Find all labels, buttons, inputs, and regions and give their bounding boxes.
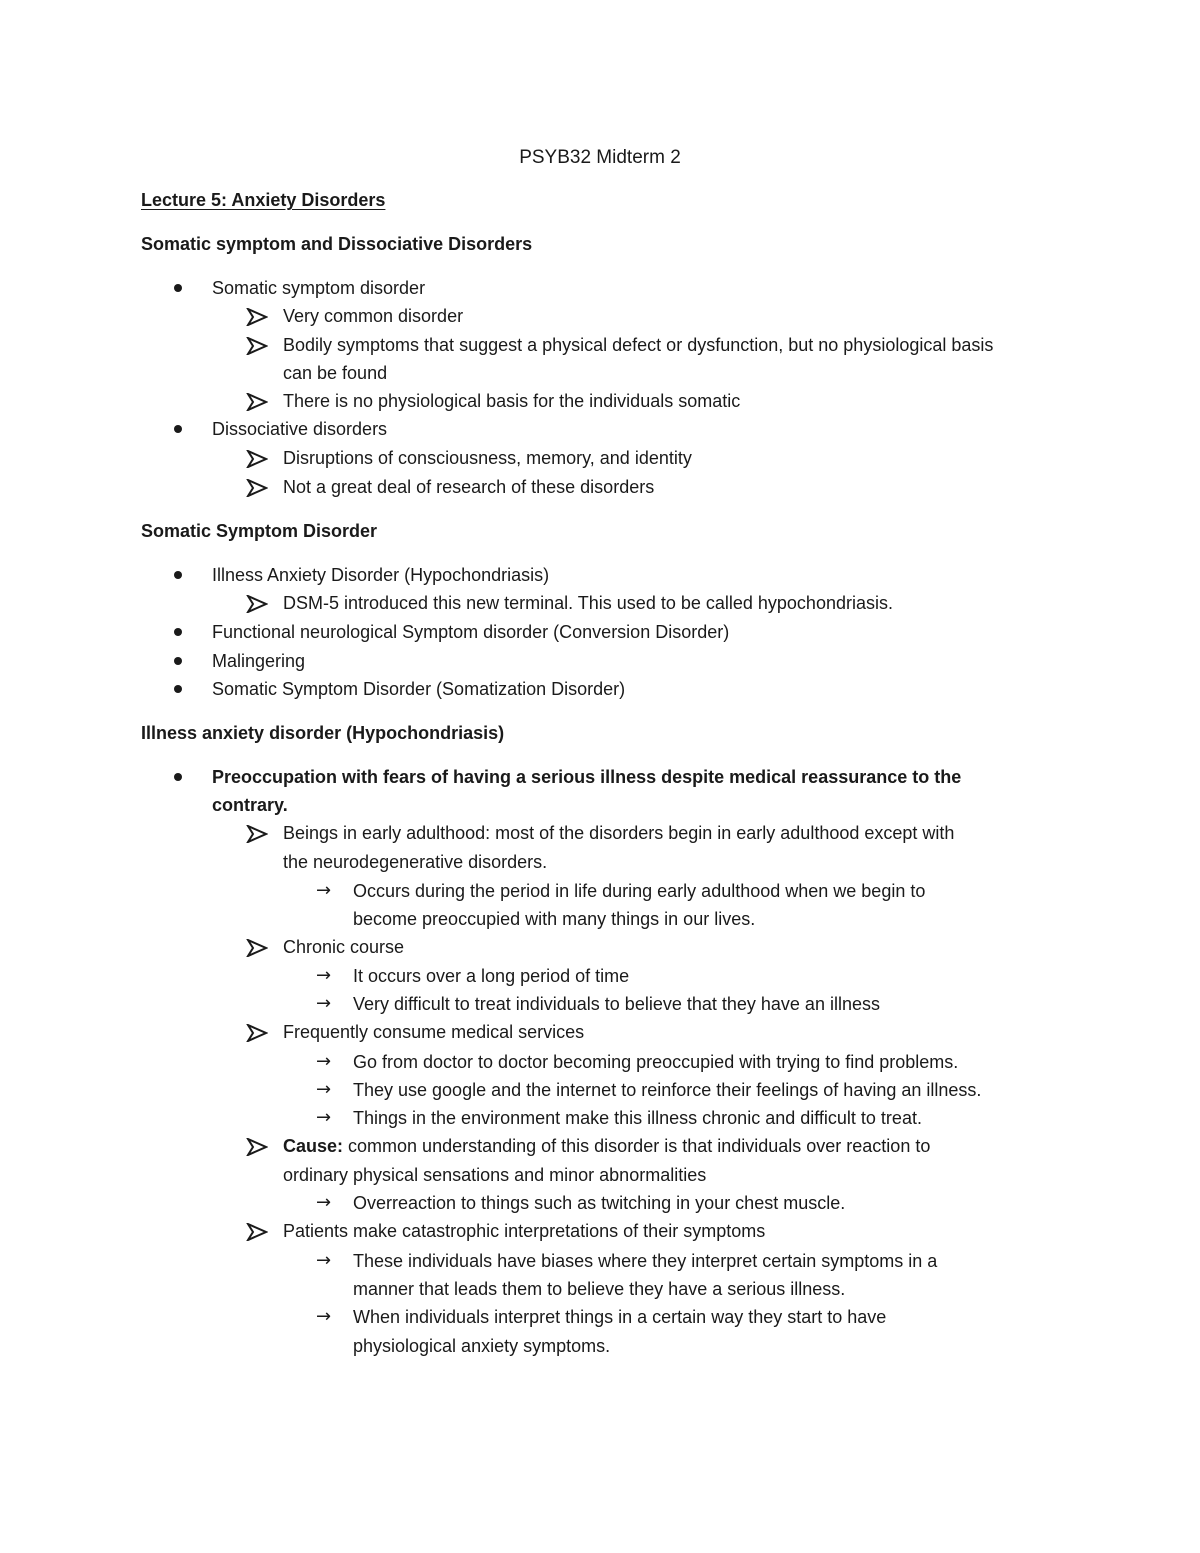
right-arrow-icon: →	[316, 1051, 332, 1072]
arrowhead-bullet-icon	[246, 1024, 268, 1042]
arrowhead-bullet-icon	[246, 1223, 268, 1241]
arrowhead-bullet-icon	[246, 1138, 268, 1156]
list-item: It occurs over a long period of time	[353, 966, 630, 986]
list-item	[283, 1132, 930, 1160]
bullet-icon	[174, 628, 182, 636]
list-item: Beings in early adulthood: most of the disorders begin in early adulthood except with	[283, 823, 955, 843]
right-arrow-icon: →	[316, 1192, 332, 1213]
list-item: Somatic symptom disorder	[212, 278, 426, 298]
arrowhead-bullet-icon	[246, 337, 268, 355]
list-item: Things in the environment make this illness chronic and difficult to treat.	[353, 1108, 922, 1128]
list-item: Functional neurological Symptom disorder (Conversion Disorder)	[212, 622, 730, 642]
section-heading-illness-anxiety: Illness anxiety disorder (Hypochondriasis)	[141, 723, 505, 743]
list-item-continuation: physiological anxiety symptoms.	[353, 1336, 611, 1356]
arrowhead-bullet-icon	[246, 825, 268, 843]
list-item: Very difficult to treat individuals to believe that they have an illness	[353, 994, 880, 1014]
right-arrow-icon: →	[316, 965, 332, 986]
list-item: Chronic course	[283, 937, 405, 957]
list-item-continuation: become preoccupied with many things in our lives.	[353, 909, 756, 929]
arrowhead-bullet-icon	[246, 308, 268, 326]
list-item: Go from doctor to doctor becoming preoccupied with trying to find problems.	[353, 1052, 959, 1072]
section-heading-somatic-dissociative: Somatic symptom and Dissociative Disorders	[141, 234, 533, 254]
right-arrow-icon: →	[316, 1250, 332, 1271]
document-title: PSYB32 Midterm 2	[519, 147, 681, 168]
list-item: Somatic Symptom Disorder (Somatization Disorder)	[212, 679, 626, 699]
list-item-continuation: the neurodegenerative disorders.	[283, 852, 548, 872]
cause-label: Cause:	[283, 1136, 344, 1156]
list-item: Overreaction to things such as twitching in your chest muscle.	[353, 1193, 846, 1213]
list-item: Disruptions of consciousness, memory, and identity	[283, 448, 692, 468]
arrowhead-bullet-icon	[246, 393, 268, 411]
arrowhead-bullet-icon	[246, 450, 268, 468]
bullet-icon	[174, 657, 182, 665]
list-item: DSM-5 introduced this new terminal. This used to be called hypochondriasis.	[283, 593, 893, 613]
bullet-icon	[174, 571, 182, 579]
list-item-continuation: manner that leads them to believe they have a serious illness.	[353, 1279, 846, 1299]
section-heading-somatic-symptom: Somatic Symptom Disorder	[141, 521, 378, 541]
cause-text: common understanding of this disorder is that individuals over reaction to	[343, 1136, 931, 1156]
list-item-continuation: ordinary physical sensations and minor abnormalities	[283, 1165, 707, 1185]
list-item: Malingering	[212, 651, 306, 671]
arrowhead-bullet-icon	[246, 939, 268, 957]
list-item: Dissociative disorders	[212, 419, 388, 439]
list-item: Patients make catastrophic interpretations of their symptoms	[283, 1221, 766, 1241]
right-arrow-icon: →	[316, 1306, 332, 1327]
list-item: Frequently consume medical services	[283, 1022, 585, 1042]
list-item: They use google and the internet to reinforce their feelings of having an illness.	[353, 1080, 982, 1100]
bullet-icon	[174, 425, 182, 433]
list-item: Illness Anxiety Disorder (Hypochondriasis)	[212, 565, 550, 585]
right-arrow-icon: →	[316, 1079, 332, 1100]
list-item-continuation: can be found	[283, 363, 388, 383]
list-item-continuation: contrary.	[212, 795, 288, 815]
lecture-heading: Lecture 5: Anxiety Disorders	[141, 190, 386, 210]
list-item: Occurs during the period in life during early adulthood when we begin to	[353, 881, 926, 901]
bullet-icon	[174, 284, 182, 292]
right-arrow-icon: →	[316, 1107, 332, 1128]
bullet-icon	[174, 685, 182, 693]
list-item: Preoccupation with fears of having a serious illness despite medical reassurance to the	[212, 767, 962, 787]
list-item: Bodily symptoms that suggest a physical defect or dysfunction, but no physiological basis	[283, 335, 994, 355]
right-arrow-icon: →	[316, 993, 332, 1014]
list-item: Not a great deal of research of these disorders	[283, 477, 655, 497]
bullet-icon	[174, 773, 182, 781]
list-item: Very common disorder	[283, 306, 464, 326]
list-item: These individuals have biases where they interpret certain symptoms in a	[353, 1251, 938, 1271]
right-arrow-icon: →	[316, 880, 332, 901]
list-item: There is no physiological basis for the individuals somatic	[283, 391, 741, 411]
arrowhead-bullet-icon	[246, 595, 268, 613]
arrowhead-bullet-icon	[246, 479, 268, 497]
list-item: When individuals interpret things in a certain way they start to have	[353, 1307, 887, 1327]
